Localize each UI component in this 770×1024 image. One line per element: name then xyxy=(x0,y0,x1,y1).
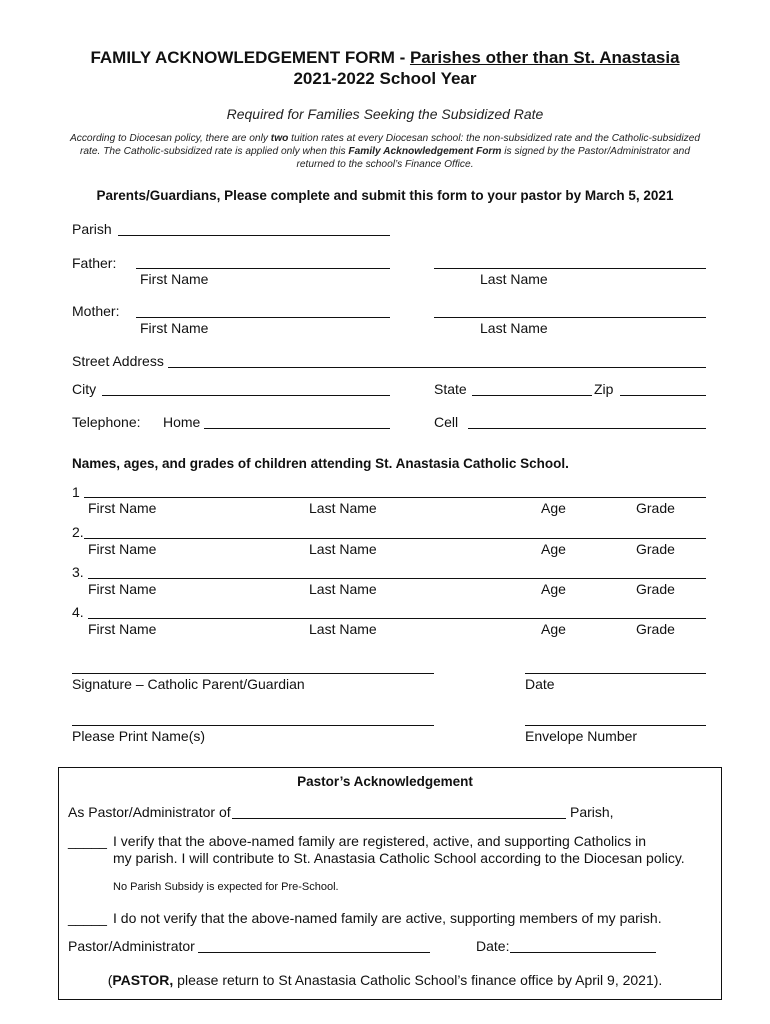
return-rest: please return to St Anastasia Catholic School’s finance office by April 9, 2021). xyxy=(173,972,663,988)
city-field[interactable] xyxy=(102,395,390,396)
state-label: State xyxy=(434,381,467,397)
not-verify-checkbox-blank[interactable]: _____ xyxy=(68,910,107,926)
child-3-field[interactable] xyxy=(88,578,706,579)
child-3-age-caption: Age xyxy=(541,581,566,597)
signature-field[interactable] xyxy=(72,673,434,674)
mother-last-name-field[interactable] xyxy=(434,317,706,318)
return-bold: PASTOR, xyxy=(112,972,174,988)
parish-field[interactable] xyxy=(118,235,390,236)
child-2-age-caption: Age xyxy=(541,541,566,557)
state-field[interactable] xyxy=(472,395,592,396)
child-3-grade-caption: Grade xyxy=(636,581,675,597)
street-address-field[interactable] xyxy=(168,367,706,368)
mother-first-name-field[interactable] xyxy=(136,317,390,318)
child-3-first-name-caption: First Name xyxy=(88,581,157,597)
pastor-admin-label: Pastor/Administrator xyxy=(68,938,195,954)
child-1-last-name-caption: Last Name xyxy=(309,500,377,516)
child-1-number: 1 xyxy=(72,484,80,500)
mother-first-name-caption: First Name xyxy=(140,320,209,336)
pastor-heading: Pastor’s Acknowledgement xyxy=(297,774,473,789)
policy-bold1: two xyxy=(270,133,289,144)
policy-part2: tuition rates at every Diocesan school: the non-subsidized rate and the Catholic-subsidized rate. The Catholic-subsidized rate is applied only when this xyxy=(79,133,701,157)
verify-text-line2: my parish. I will contribute to St. Anastasia Catholic School according to the Diocesan policy. xyxy=(113,850,685,866)
school-year: 2021-2022 School Year xyxy=(293,69,477,88)
father-last-name-field[interactable] xyxy=(434,268,706,269)
envelope-number-caption: Envelope Number xyxy=(525,728,638,744)
signature-date-field[interactable] xyxy=(525,673,706,674)
form-title-underlined: Parishes other than St. Anastasia xyxy=(409,48,680,67)
cell-phone-label: Cell xyxy=(434,414,459,430)
child-1-age-caption: Age xyxy=(541,500,566,516)
no-subsidy-note: No Parish Subsidy is expected for Pre-School. xyxy=(113,881,339,893)
policy-text xyxy=(60,132,710,171)
return-instruction xyxy=(0,972,770,988)
return-open: ( xyxy=(107,972,113,988)
street-address-label: Street Address xyxy=(72,353,164,369)
parish-label: Parish xyxy=(72,221,112,237)
child-3-number: 3. xyxy=(72,564,84,580)
father-first-name-caption: First Name xyxy=(140,271,209,287)
mother-last-name-caption: Last Name xyxy=(480,320,548,336)
pastor-date-label: Date: xyxy=(476,938,510,954)
verify-text-line1: I verify that the above-named family are registered, active, and supporting Catholics in xyxy=(113,833,647,849)
print-name-field[interactable] xyxy=(72,725,434,726)
subtitle: Required for Families Seeking the Subsidized Rate xyxy=(226,106,544,122)
child-2-last-name-caption: Last Name xyxy=(309,541,377,557)
parish-suffix-label: Parish, xyxy=(570,804,614,820)
home-phone-field[interactable] xyxy=(204,428,390,429)
envelope-number-field[interactable] xyxy=(525,725,706,726)
not-verify-text: I do not verify that the above-named family are active, supporting members of my parish. xyxy=(113,910,662,926)
child-4-field[interactable] xyxy=(88,618,706,619)
policy-bold2: Family Acknowledgement Form xyxy=(348,146,502,157)
child-1-field[interactable] xyxy=(84,497,706,498)
policy-part3: is signed by the Pastor/Administrator and returned to the school’s Finance Office. xyxy=(296,146,691,170)
form-title-prefix: FAMILY ACKNOWLEDGEMENT FORM - xyxy=(90,48,410,67)
verify-checkbox-blank[interactable]: _____ xyxy=(68,833,107,849)
father-label: Father: xyxy=(72,255,117,271)
child-2-first-name-caption: First Name xyxy=(88,541,157,557)
instruction: Parents/Guardians, Please complete and submit this form to your pastor by March 5, 2021 xyxy=(96,188,674,203)
home-phone-label: Home xyxy=(163,414,201,430)
child-4-last-name-caption: Last Name xyxy=(309,621,377,637)
child-4-first-name-caption: First Name xyxy=(88,621,157,637)
pastor-parish-field[interactable] xyxy=(232,818,566,819)
zip-field[interactable] xyxy=(620,395,706,396)
policy-part1: According to Diocesan policy, there are only xyxy=(69,133,271,144)
child-1-first-name-caption: First Name xyxy=(88,500,157,516)
signature-caption: Signature – Catholic Parent/Guardian xyxy=(72,676,305,692)
children-heading: Names, ages, and grades of children attending St. Anastasia Catholic School. xyxy=(72,456,569,471)
father-first-name-field[interactable] xyxy=(136,268,390,269)
cell-phone-field[interactable] xyxy=(468,428,706,429)
pastor-admin-signature-field[interactable] xyxy=(198,952,430,953)
child-4-age-caption: Age xyxy=(541,621,566,637)
pastor-date-field[interactable] xyxy=(510,952,656,953)
zip-label: Zip xyxy=(594,381,614,397)
child-3-last-name-caption: Last Name xyxy=(309,581,377,597)
father-last-name-caption: Last Name xyxy=(480,271,548,287)
mother-label: Mother: xyxy=(72,303,120,319)
child-1-grade-caption: Grade xyxy=(636,500,675,516)
child-2-field[interactable] xyxy=(84,538,706,539)
child-2-grade-caption: Grade xyxy=(636,541,675,557)
telephone-label: Telephone: xyxy=(72,414,141,430)
child-4-grade-caption: Grade xyxy=(636,621,675,637)
signature-date-caption: Date xyxy=(525,676,555,692)
as-pastor-label: As Pastor/Administrator of xyxy=(68,804,231,820)
print-name-caption: Please Print Name(s) xyxy=(72,728,206,744)
city-label: City xyxy=(72,381,97,397)
form-title xyxy=(0,48,770,68)
child-2-number: 2. xyxy=(72,524,84,540)
child-4-number: 4. xyxy=(72,604,84,620)
